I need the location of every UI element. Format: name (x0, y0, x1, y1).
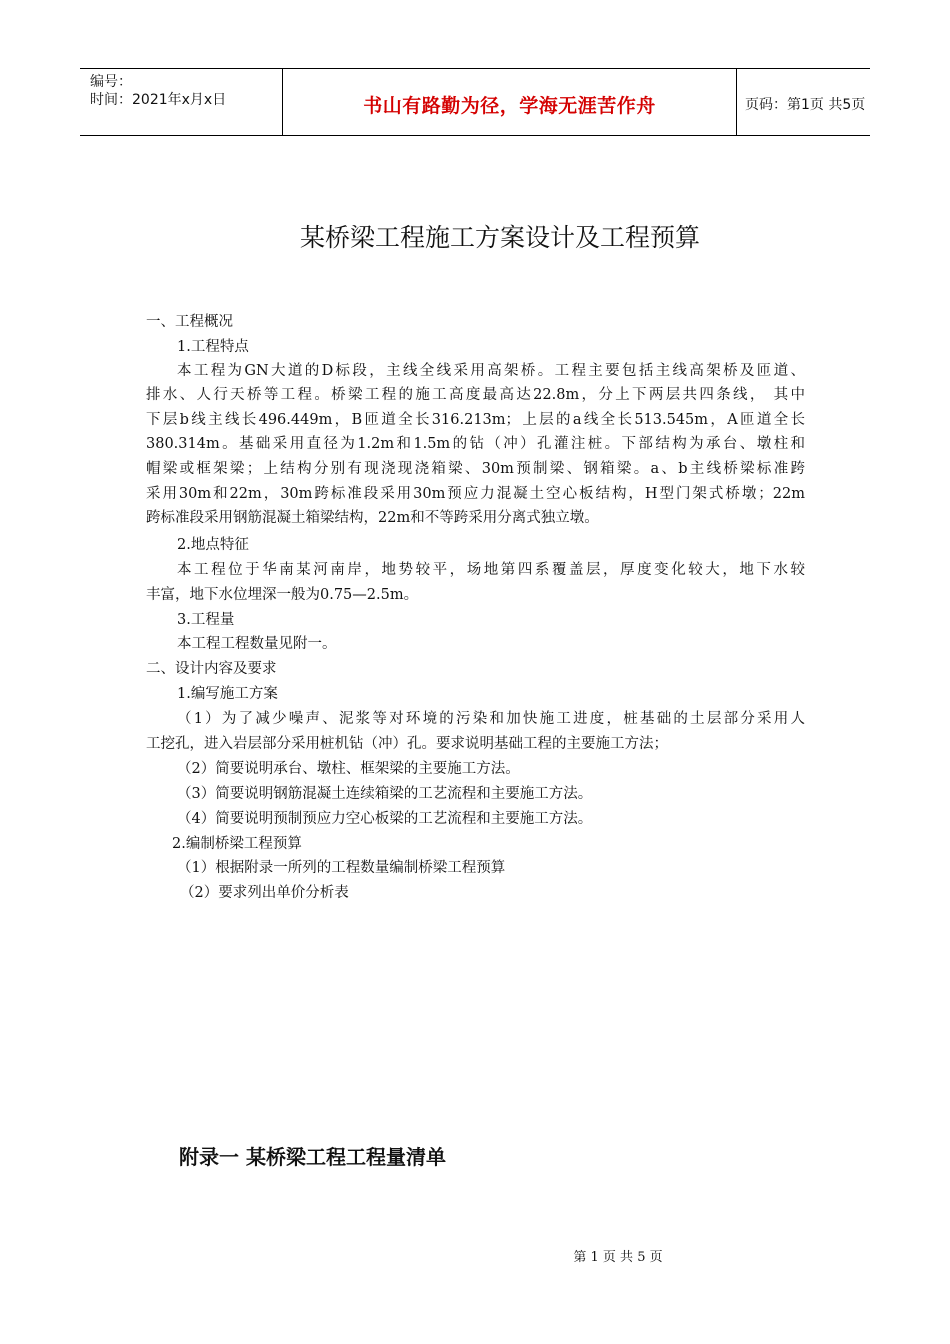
header-page-cell (737, 69, 870, 135)
list-item: （2）要求列出单价分析表 (180, 885, 349, 901)
list-item: （4）简要说明预制预应力空心板梁的工艺流程和主要施工方法。 (177, 811, 593, 827)
header-page-info: 页码：第1页 共5页 (745, 97, 866, 113)
section-heading-design: 二、设计内容及要求 (146, 661, 277, 677)
subsection-heading: 2.编制桥梁工程预算 (172, 836, 302, 852)
list-item: （2）简要说明承台、墩柱、框架梁的主要施工方法。 (177, 761, 520, 777)
paragraph-line: 排水、人行天桥等工程。桥梁工程的施工高度最高达22.8m，分上下两层共四条线， 其中 (146, 387, 805, 403)
paragraph-line: 本工程工程数量见附一。 (177, 636, 337, 652)
paragraph-line: 380.314m。基础采用直径为1.2m和1.5m的钻（冲）孔灌注桩。下部结构为承台、墩柱和 (146, 436, 805, 452)
subsection-heading: 1.工程特点 (177, 339, 249, 355)
appendix-title: 附录一 某桥梁工程工程量清单 (179, 1145, 446, 1169)
header-motto-cell (282, 69, 737, 135)
paragraph-line: 帽梁或框架梁；上结构分别有现浇现浇箱梁、30m预制梁、钢箱梁。a、b主线桥梁标准跨 (146, 461, 805, 477)
list-item: （3）简要说明钢筋混凝土连续箱梁的工艺流程和主要施工方法。 (177, 786, 593, 802)
paragraph-line: 采用30m和22m，30m跨标准段采用30m预应力混凝土空心板结构，H型门架式桥墩；22m (146, 486, 805, 502)
header-meta-cell (80, 69, 282, 135)
document-header (80, 68, 870, 136)
section-heading-overview: 一、工程概况 (146, 314, 233, 330)
header-motto: 书山有路勤为径，学海无涯苦作舟 (363, 95, 656, 117)
page-footer: 第 1 页 共 5 页 (573, 1250, 663, 1265)
document-title: 某桥梁工程施工方案设计及工程预算 (299, 223, 700, 252)
paragraph-line: 下层b线主线长496.449m，B匝道全长316.213m；上层的a线全长513.545m，A匝道全长 (146, 412, 805, 428)
subsection-heading: 1.编写施工方案 (177, 686, 278, 702)
paragraph-line: （1）为了减少噪声、泥浆等对环境的污染和加快施工进度，桩基础的土层部分采用人 (177, 711, 805, 727)
paragraph-line: 丰富，地下水位埋深一般为0.75—2.5m。 (146, 587, 419, 603)
paragraph-line: 本工程位于华南某河南岸，地势较平，场地第四系覆盖层，厚度变化较大，地下水较 (177, 562, 805, 578)
paragraph-line: 本工程为GN大道的D标段，主线全线采用高架桥。工程主要包括主线高架桥及匝道、 (177, 363, 805, 379)
list-item: （1）根据附录一所列的工程数量编制桥梁工程预算 (177, 860, 506, 876)
paragraph-line: 工挖孔，进入岩层部分采用桩机钻（冲）孔。要求说明基础工程的主要施工方法； (146, 736, 668, 752)
subsection-heading: 2.地点特征 (177, 537, 249, 553)
subsection-heading: 3.工程量 (177, 612, 235, 628)
paragraph-line: 跨标准段采用钢筋混凝土箱梁结构，22m和不等跨采用分离式独立墩。 (146, 510, 599, 526)
number-label: 编号： (90, 74, 132, 90)
date-line: 时间：2021年x月x日 (90, 92, 227, 108)
